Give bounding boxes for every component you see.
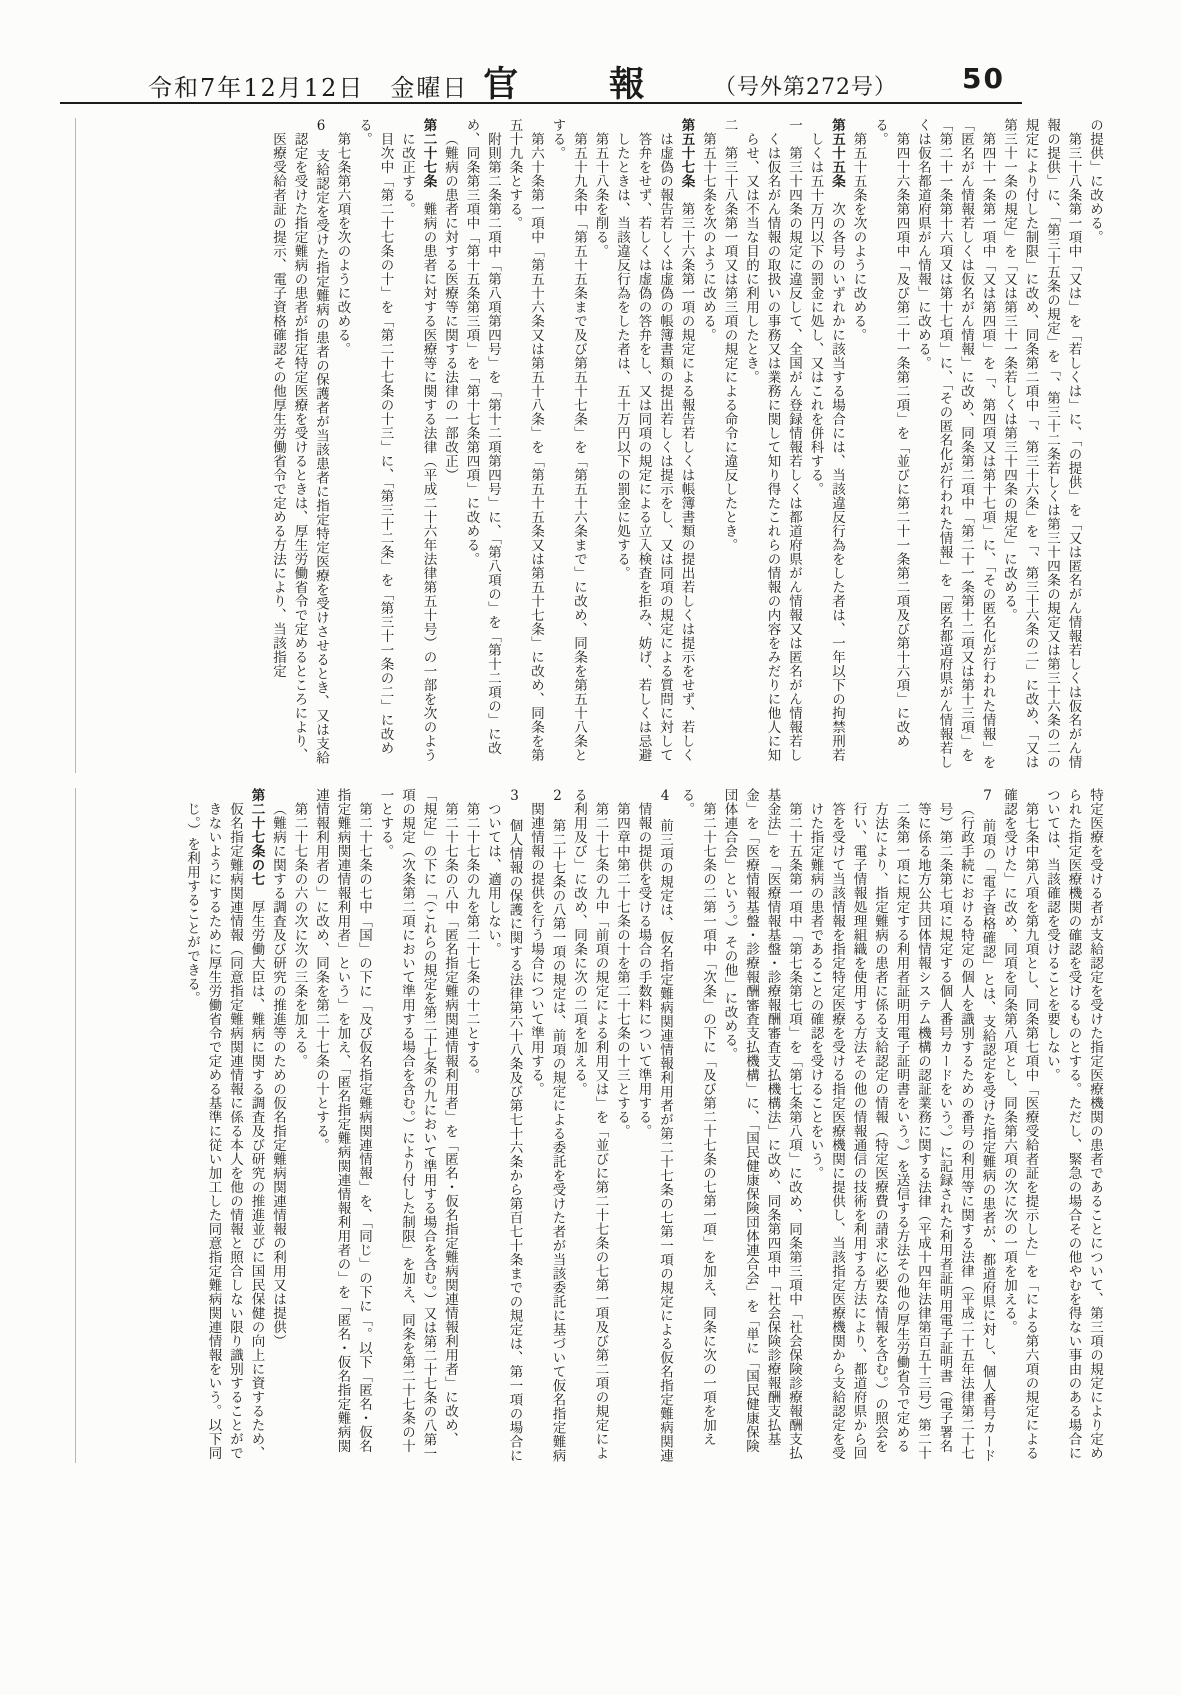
paragraph-article: 第二十七条の七 厚生労働大臣は、難病に関する調査及び研究の推進並びに国民保健の向上に資するため、仮名指定難病関連情報（同意指定難病関連情報に係る本人を他の情報と照合しない限り識別することができないようにするために厚生労働省令で定める基準に従い加工した同意指定難病関連情報をいう。以下同じ。）を利用することができる。 — [184, 788, 265, 1460]
paragraph-plain: 第二十七条の七中「国」の下に「及び仮名指定難病関連情報」を、「同じ」の下に「。以下「匿名・仮名指定難病関連情報利用者」という」を加え、「匿名指定難病関連情報利用者の」を「匿名・仮名指定難病関連情報利用者の」に改め、同条を第二十七条の十とする。 — [313, 788, 372, 1454]
paragraph-plain: 第四十六条第四項中「及び第二十一条第二項」を「並びに第二十一条第二項及び第十六項」に改める。 — [872, 118, 910, 748]
paragraph-article: 第二十七条 難病の患者に対する医療等に関する法律（平成二十六年法律第五十号）の一部を次のように改正する。 — [399, 118, 437, 762]
page-number: 50 — [962, 62, 1005, 95]
paragraph-paren: （難病に関する調査及び研究の推進等のための仮名指定難病関連情報の利用又は提供） — [270, 801, 286, 1348]
paragraph-plain: 第七条中第八項を第九項とし、同条第七項中「医療受給者証を提示した」を「による第六項の規定による確認を受けた」に改め、同項を同条第八項とし、同条第六項の次に次の一項を加える。 — [1001, 788, 1039, 1460]
paragraph-item: 一 第三十四条の規定に違反して、全国がん登録情報若しくは都道府県がん情報又は匿名がん情報若しくは仮名がん情報の取扱いの事務又は業務に関して知り得たこれらの情報の内容をみだりに他人に知らせ、又は不当な目的に利用したとき。 — [743, 118, 802, 762]
paragraph-plain: 第五十八条を削る。 — [592, 131, 609, 258]
paragraph-plain: 第二十七条の九を第二十七条の十二とする。 — [463, 801, 480, 1082]
paragraph-num: 2 第二十七条の八第一項の規定は、前項の規定による委託を受けた者が当該委託に基づいて仮名指定難病関連情報の提供を行う場合について準用する。 — [528, 788, 566, 1463]
header-rule — [60, 102, 1022, 104]
paragraph-plain: 第四章中第二十七条の十を第二十七条の十三とする。 — [614, 801, 630, 1138]
paragraph-plain: 第七条第六項を次のように改める。 — [334, 131, 351, 356]
paragraph-plain: 第二十七条の二第一項中「次条」の下に「及び第二十七条の七第一項」を加え、同条に次の一項を加える。 — [678, 788, 716, 1446]
paragraph-plain: 第六十条第一項中「第五十六条又は第五十八条」を「第五十五条又は第五十七条」に改め、同条を第五十九条とする。 — [506, 118, 544, 762]
paragraph-num: 3 個人情報の保護に関する法律第六十八条及び第七十六条から第百七十条までの規定は、第一項の場合については、適用しない。 — [485, 788, 523, 1463]
paragraph-plain: 第三十八条第一項中「又は」を「若しくは」に、「の提供」を「又は匿名がん情報若しくは仮名がん情報の提供」に、「第三十五条の規定」を「、第三十二条若しくは第三十四条の規定又は第三十六条の二の規定により付した制限」に改め、同条第二項中「、第三十六条」を「、第三十六条の二」に改め、「又は第三十一条の規定」を「又は第三十一条若しくは第三十四条の規定」に改める。 — [1001, 118, 1082, 770]
paragraph-num: 6 支給認定を受けた指定難病の患者の保護者が当該患者に指定特定医療を受けさせるとき、又は支給認定を受けた指定難病の患者が指定特定医療を受けるときは、厚生労働省令で定めるところにより、医療受給者証の提示、電子資格確認その他厚生労働省令で定める方法により、当該指定 — [270, 118, 329, 765]
article-number: 第二十七条の七 — [248, 788, 265, 900]
paragraph-plain: 第二十七条の六の次に次の三条を加える。 — [291, 801, 308, 1068]
article-number: 第五十七条 — [678, 118, 695, 202]
paragraph-paren: （難病の患者に対する医療等に関する法律の一部改正） — [442, 131, 458, 482]
paragraph-plain: 第五十七条を次のように改める。 — [700, 131, 716, 342]
paragraph-cont: の提供」に改める。 — [1087, 118, 1103, 244]
paragraph-plain: 第五十九条中「第五十五条まで及び第五十七条」を「第五十六条まで」に改め、同条を第五十八条とする。 — [549, 118, 587, 762]
paragraph-plain: 第二十七条の八中「匿名指定難病関連情報利用者」を「匿名・仮名指定難病関連情報利用者」に改め、「規定」の下に「（これらの規定を第二十七条の九において準用する場合を含む。）又は第二十七条の八第一項の規定（次条第二項において準用する場合を含む。）により付した制限」を加え、同条を第二十七条の十一とする。 — [377, 788, 458, 1461]
paragraph-number: 4 — [657, 788, 673, 819]
gazette-title: 官報 — [483, 64, 736, 105]
paragraph-plain: 目次中「第二十七条の十」を「第二十七条の十三」に、「第三十二条」を「第三十一条の二」に改める。 — [356, 118, 394, 755]
paragraph-item: 二 第三十八条第一項又は第三項の規定による命令に違反したとき。 — [721, 118, 738, 552]
article-number: 第二十七条 — [420, 118, 437, 202]
paragraph-number: 7 — [979, 788, 996, 819]
paragraph-plain: 附則第二条第二項中「第八項第四号」を「第十二項第四号」に、「第八項の」を「第十二項の」に改め、同条第三項中「第十五条第三項」を「第十七条第四項」に改める。 — [463, 118, 501, 755]
paragraph-article: 第五十七条 第三十六条第一項の規定による報告若しくは帳簿書類の提出若しくは提示をせず、若しくは虚偽の報告若しくは虚偽の帳簿書類の提出若しくは提示をし、又は同項の規定による質問に対して答弁をせず、若しくは虚偽の答弁をし、又は同項の規定による立入検査を拒み、妨げ、若しくは忌避したときは、当該違反行為をした者は、五十万円以下の罰金に処する。 — [614, 118, 695, 762]
top-text-block — [75, 118, 1105, 773]
paragraph-plain: 第五十五条を次のように改める。 — [850, 131, 867, 342]
paragraph-plain: 第二十五条第一項中「第七条第七項」を「第七条第八項」に改め、同条第三項中「社会保険診療報酬支払基金法」を「医療情報基盤・診療報酬審査支払機構法」に改め、同条第四項中「社会保険診療報酬支払基金」を「医療情報基盤・診療報酬審査支払機構」に、「国民健康保険団体連合会」を「単に「国民健康保険団体連合会」という。）その他」に改める。 — [721, 788, 802, 1460]
paragraph-num: 4 前三項の規定は、仮名指定難病関連情報利用者が第二十七条の七第一項の規定による仮名指定難病関連情報の提供を受ける場合の手数料について準用する。 — [635, 788, 673, 1463]
paragraph-num: 7 前項の「電子資格確認」とは、支給認定を受けた指定難病の患者が、都道府県に対し、個人番号カード（行政手続における特定の個人を識別するための番号の利用等に関する法律（平成二十五年法律第二十七号）第二条第七項に規定する個人番号カードをいう。）に記録された利用者証明用電子証明書（電子署名等に係る地方公共団体情報システム機構の認証業務に関する法律（平成十四年法律第百五十三号）第二十二条第一項に規定する利用者証明用電子証明書をいう。）を送信する方法その他の厚生労働省令で定める方法により、指定難病の患者に係る支給認定の情報（特定医療費の請求に必要な情報を含む。）の照会を行い、電子情報処理組織を使用する方法その他の情報通信の技術を利用する方法により、都道府県から回答を受けて当該情報を指定特定医療を受ける指定医療機関に提供し、当該指定医療機関から支給認定を受けた指定難病の患者であることの確認を受けることをいう。 — [807, 788, 996, 1463]
gazette-issue-number: （号外第272号） — [714, 75, 897, 100]
article-number: 第五十五条 — [829, 118, 845, 202]
paragraph-plain: 第二十七条の九中「前項の規定による利用又は」を「並びに第二十七条の七第一項及び第二項の規定による利用及び」に改め、同条に次の二項を加える。 — [571, 788, 609, 1460]
paragraph-cont: 特定医療を受ける者が支給認定を受けた指定医療機関の患者であることについて、第三項の規定により定められた指定医療機関の確認を受けるものとする。ただし、緊急の場合その他やむを得ない事由のある場合については、当該確認を受けることを要しない。 — [1044, 788, 1103, 1460]
paragraph-plain: 第四十一条第一項中「又は第四項」を「、第四項又は第十七項」に、「その匿名化が行われた情報」を「匿名がん情報若しくは仮名がん情報」に改め、同条第二項中「第二十一条第十二項又は第十三項」を「第二十一条第十六項又は第十七項」に、「その匿名化が行われた情報」を「匿名都道府県がん情報若しくは仮名都道府県がん情報」に改める。 — [915, 118, 996, 770]
paragraph-number: 3 — [506, 788, 523, 819]
bottom-text-block — [75, 788, 1105, 1463]
paragraph-number: 一 — [786, 118, 802, 146]
paragraph-number: 二 — [721, 118, 738, 146]
paragraph-number: 6 — [313, 118, 329, 149]
gazette-date: 令和7年12月12日 金曜日 — [148, 74, 469, 102]
paragraph-article: 第五十五条 次の各号のいずれかに該当する場合には、当該違反行為をした者は、一年以下の拘禁刑若しくは五十万円以下の罰金に処し、又はこれを併科する。 — [807, 118, 845, 762]
paragraph-number: 2 — [549, 788, 566, 819]
